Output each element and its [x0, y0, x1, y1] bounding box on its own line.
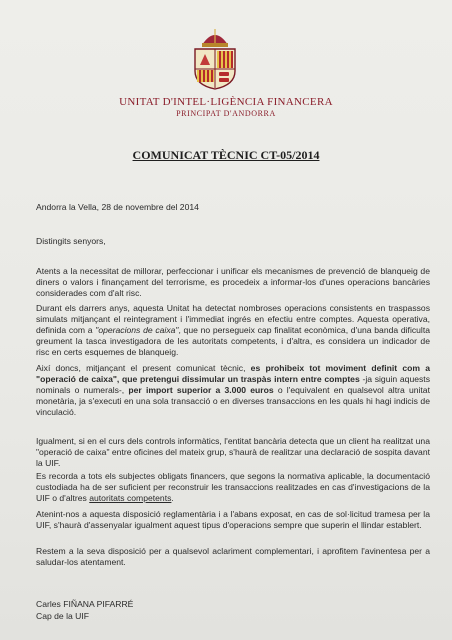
coat-of-arms-icon — [188, 27, 242, 91]
paragraph-3-part-a: Així doncs, mitjançant el present comunicat tècnic, — [36, 363, 251, 373]
document-title: COMUNICAT TÈCNIC CT-05/2014 — [132, 148, 320, 162]
paragraph-4: Igualment, si en el curs dels controls informàtics, l'entitat bancària detecta que un client ha realitzat una "operació de caixa" entre oficines del mateix grup, s'haurà de realitzar una declaració de sospita davant la UIF. — [36, 436, 430, 468]
paragraph-5-part-a: Es recorda a tots els subjectes obligats financers, que segons la normativa aplicable, la documentació custodiada ha de ser suficient per reconstruir les transaccions realitzades en cas d'investigacions de la UIF o d'altres — [36, 471, 430, 503]
paragraph-5-part-c: . — [171, 493, 174, 503]
paragraph-3-part-e: o l'equivalent en qualsevol altra unitat monetària, ja s'executi en una sola transacció o en diverses transaccions en les quals hi hagi indicis de vinculació. — [36, 385, 430, 417]
paragraph-6: Atenint-nos a aquesta disposició reglamentària i a l'abans exposat, en cas de sol·licitud tramesa per la UIF, s'haurà d'assenyalar igualment aquest tipus d'operacions sempre que superin el llindar establert. — [36, 509, 430, 530]
paragraph-3-threshold: per import superior a 3.000 euros — [128, 385, 274, 395]
organization-subtitle: PRINCIPAT D'ANDORRA — [176, 109, 276, 118]
paragraph-3-part-c: -ja siguin aquests nominals o numerals-, — [36, 374, 430, 395]
paragraph-1: Atents a la necessitat de millorar, perfeccionar i unificar els mecanismes de prevenció de blanqueig de diners o valors i finançament del terrorisme, es procedeix a informar-los d'unes operacions bancàries considerades com d'alt risc. — [36, 266, 430, 298]
greeting: Distingits senyors, — [36, 236, 106, 246]
organization-name: UNITAT D'INTEL·LIGÈNCIA FINANCERA — [119, 96, 333, 108]
paragraph-3-prohibition: es prohibeix tot moviment definit com a "operació de caixa", que pretengui dissimular un traspàs intern entre comptes — [36, 363, 430, 384]
paragraph-2 — [36, 303, 430, 358]
paragraph-5-authorities: autoritats competents — [89, 493, 172, 503]
paragraph-3 — [36, 363, 430, 418]
paragraph-5 — [36, 471, 430, 504]
paragraph-2-part-a: Durant els darrers anys, aquesta Unitat ha detectat nombroses operacions consistents en traspassos simulats mitjançant el reintegrament i l'immediat ingrés en efectiu entre comptes. Aquesta operativa, definida com a — [36, 303, 430, 335]
paragraph-2-term: "operacions de caixa" — [95, 325, 179, 335]
paragraph-2-part-c: , que no persegueix cap finalitat econòmica, d'una banda dificulta greument la tasca investigadora de les autoritats competents, i d'altra, es considera un indicador de risc en certs esquemes de blanqueig. — [36, 325, 431, 357]
signature-name: Carles FIÑANA PIFARRÉ — [36, 599, 134, 609]
signature-role: Cap de la UIF — [36, 611, 90, 621]
document-date: Andorra la Vella, 28 de novembre del 2014 — [36, 202, 199, 212]
paragraph-7: Restem a la seva disposició per a qualsevol aclariment complementari, i aprofitem l'avinentesa per a saludar-los atentament. — [36, 546, 430, 567]
